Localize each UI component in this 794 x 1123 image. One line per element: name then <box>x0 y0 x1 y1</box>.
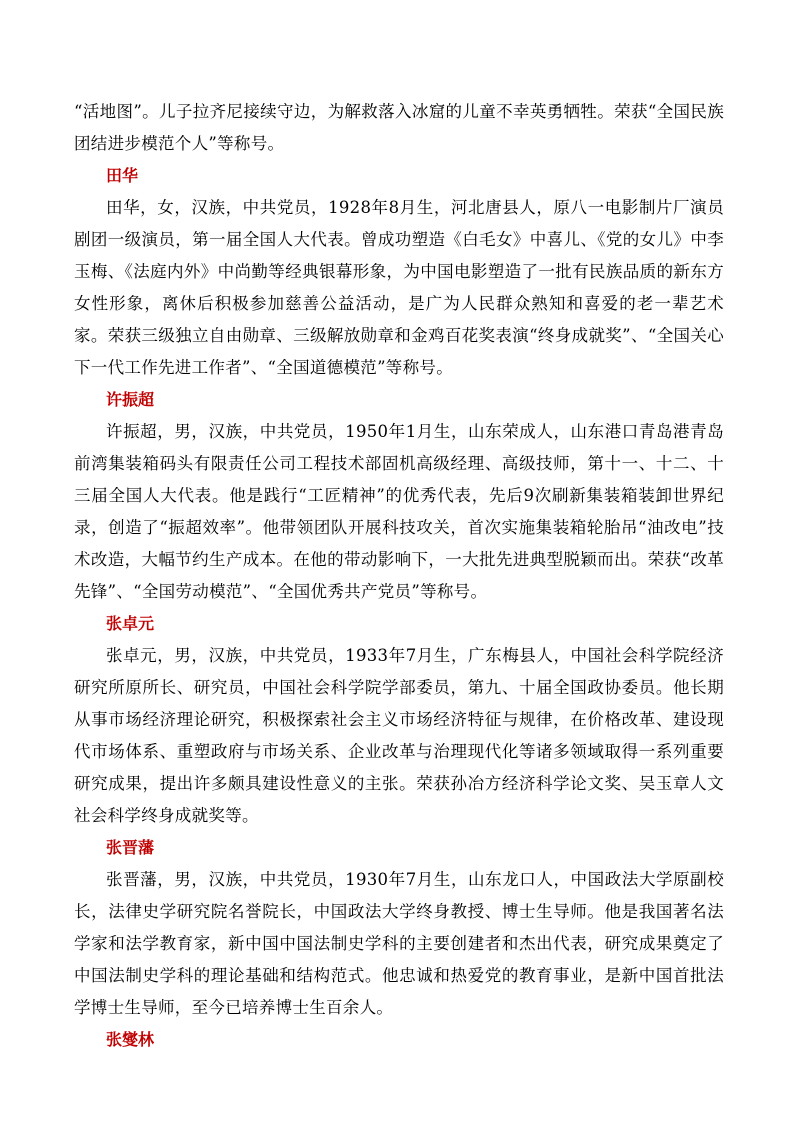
person-bio-paragraph: 张晋藩，男，汉族，中共党员，1930年7月生，山东龙口人，中国政法大学原副校长，法律史学研究院名誉院长，中国政法大学终身教授、博士生导师。他是我国著名法学家和法学教育家，新中国中国法制史学科的主要创建者和杰出代表，研究成果奠定了中国法制史学科的理论基础和结构范式。他忠诚和热爱党的教育事业，是新中国首批法学博士生导师，至今已培养博士生百余人。 <box>74 870 724 1017</box>
entry-zhangzhuoyuan <box>74 608 724 832</box>
entry-tianhua <box>74 160 724 384</box>
document-body <box>74 96 724 1056</box>
entry-zhangjinfan <box>74 832 724 1024</box>
intro-paragraph: “活地图”。儿子拉齐尼接续守边，为解救落入冰窟的儿童不幸英勇牺牲。荣获“全国民族团结进步模范个人”等称号。 <box>74 102 724 153</box>
person-bio-paragraph: 张卓元，男，汉族，中共党员，1933年7月生，广东梅县人，中国社会科学院经济研究所原所长、研究员，中国社会科学院学部委员，第九、十届全国政协委员。他长期从事市场经济理论研究，积极探索社会主义市场经济特征与规律，在价格改革、建设现代市场体系、重塑政府与市场关系、企业改革与治理现代化等诸多领域取得一系列重要研究成果，提出许多颇具建设性意义的主张。荣获孙冶方经济科学论文奖、吴玉章人文社会科学终身成就奖等。 <box>74 646 724 825</box>
person-name-heading: 田华 <box>106 166 139 185</box>
person-bio-paragraph: 田华，女，汉族，中共党员，1928年8月生，河北唐县人，原八一电影制片厂演员剧团一级演员，第一届全国人大代表。曾成功塑造《白毛女》中喜儿、《党的女儿》中李玉梅、《法庭内外》中尚勤等经典银幕形象，为中国电影塑造了一批有民族品质的新东方女性形象，离休后积极参加慈善公益活动，是广为人民群众熟知和喜爱的老一辈艺术家。荣获三级独立自由勋章、三级解放勋章和金鸡百花奖表演“终身成就奖”、“全国关心下一代工作先进工作者”、“全国道德模范”等称号。 <box>74 198 724 377</box>
person-name-heading: 许振超 <box>106 390 155 409</box>
person-name-heading: 张卓元 <box>106 614 155 633</box>
person-bio-paragraph: 许振超，男，汉族，中共党员，1950年1月生，山东荣成人，山东港口青岛港青岛前湾集装箱码头有限责任公司工程技术部固机高级经理、高级技师，第十一、十二、十三届全国人大代表。他是践行“工匠精神”的优秀代表，先后9次刷新集装箱装卸世界纪录，创造了“振超效率”。他带领团队开展科技攻关，首次实施集装箱轮胎吊“油改电”技术改造，大幅节约生产成本。在他的带动影响下，一大批先进典型脱颖而出。荣获“改革先锋”、“全国劳动模范”、“全国优秀共产党员”等称号。 <box>74 422 724 601</box>
person-name-heading: 张燮林 <box>106 1030 155 1049</box>
person-name-heading: 张晋藩 <box>106 838 155 857</box>
entry-xuzhenchao <box>74 384 724 608</box>
entry-zhangxielin <box>74 1024 724 1056</box>
